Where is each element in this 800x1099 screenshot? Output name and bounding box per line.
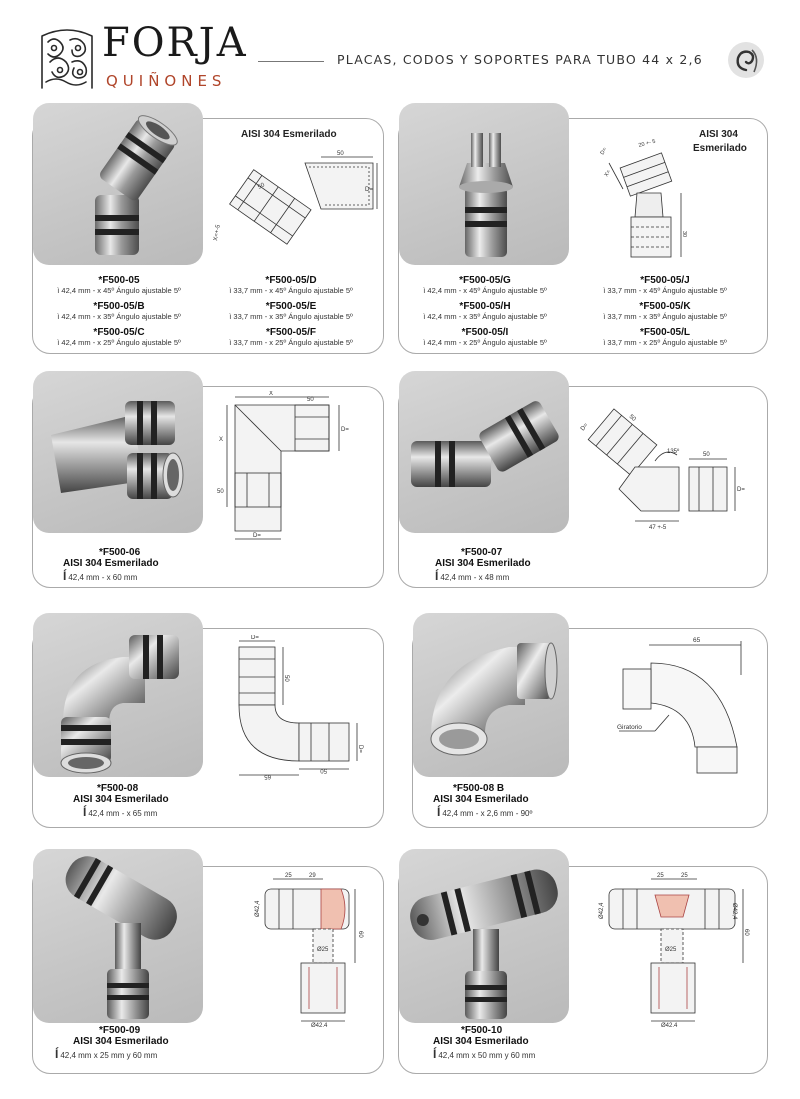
- list-item: [575, 275, 755, 295]
- list-item: [395, 301, 575, 321]
- product-label: [435, 547, 531, 583]
- forja-logo-icon: [34, 22, 100, 92]
- material-label: AISI 304 Esmerilado: [63, 558, 159, 569]
- dim-label: Ø42,4: [731, 903, 737, 920]
- dim-label: D=: [251, 635, 259, 641]
- product-code: *F500-05/I: [461, 327, 509, 338]
- dim-label: Ø42,4: [255, 900, 261, 917]
- dim-label: Giratorio: [617, 724, 642, 731]
- product-spec: [435, 569, 531, 583]
- product-photo: [33, 849, 203, 1023]
- dim-label: 60: [743, 929, 749, 936]
- dim-label: D=: [737, 487, 745, 493]
- product-code: *F500-06: [99, 547, 141, 558]
- dim-label: 135º: [667, 449, 680, 455]
- product-code: *F500-05/C: [93, 327, 145, 338]
- product-spec: [73, 805, 169, 819]
- spec-text: 42,4 mm x 25 mm y 60 mm: [60, 1051, 158, 1060]
- product-spec: ì 42,4 mm - x 35º Ángulo ajustable 5º: [423, 312, 547, 321]
- material-label: AISI 304 Esmerilado: [73, 1036, 169, 1047]
- dim-label: 50: [627, 413, 637, 423]
- brand-name: FORJA: [102, 20, 248, 66]
- dim-label: X: [269, 391, 274, 397]
- dim-label: 25: [285, 873, 292, 879]
- dim-label: 65: [693, 637, 701, 644]
- product-code: *F500-09: [99, 1025, 141, 1036]
- spec-text: 42,4 mm x 50 mm y 60 mm: [438, 1051, 536, 1060]
- dim-label: X=: [603, 169, 613, 178]
- product-photo: [33, 103, 203, 265]
- dim-label: D=: [599, 146, 609, 156]
- material-label: AISI 304 Esmerilado: [73, 794, 169, 805]
- spec-text: 42,4 mm - x 48 mm: [440, 573, 510, 582]
- dim-label: D=: [357, 745, 363, 753]
- dim-label: Ø42,4: [661, 1023, 678, 1027]
- dim-label: 50: [320, 767, 327, 773]
- technical-drawing: [223, 867, 373, 1027]
- product-label: [73, 783, 169, 819]
- brand-subtitle: QUIÑONES: [106, 72, 227, 90]
- product-spec: ì 33,7 mm - x 35º Ángulo ajustable 5º: [229, 312, 353, 321]
- product-spec: ì 42,4 mm - x 45º Ángulo ajustable 5º: [423, 286, 547, 295]
- product-code: *F500-08 B: [453, 783, 505, 794]
- product-code: *F500-05: [98, 275, 140, 286]
- dim-label: 30: [681, 231, 687, 238]
- dim-label: D=: [253, 533, 261, 539]
- dim-label: Ø42,4: [599, 902, 605, 919]
- list-item: [29, 327, 209, 347]
- diameter-glyph: Í: [63, 569, 67, 583]
- product-spec: ì 42,4 mm - x 35º Ángulo ajustable 5º: [57, 312, 181, 321]
- product-spec: [63, 569, 159, 583]
- product-spec: [433, 805, 532, 819]
- product-spec: ì 33,7 mm - x 45º Ángulo ajustable 5º: [603, 286, 727, 295]
- product-photo: [33, 371, 203, 533]
- dim-label: X=+-5: [213, 224, 222, 242]
- product-photo: [413, 613, 569, 777]
- technical-drawing: [205, 149, 383, 259]
- dim-label: D=: [341, 427, 349, 433]
- spec-text: 42,4 mm - x 2,6 mm - 90º: [442, 809, 533, 818]
- dim-label: 25: [681, 873, 688, 879]
- product-photo: [399, 371, 569, 533]
- technical-drawing: [589, 133, 709, 261]
- dim-label: 50: [257, 182, 266, 191]
- dim-label: 50: [703, 452, 710, 458]
- product-card-f500-05: [32, 118, 384, 354]
- material-label: AISI 304 Esmerilado: [433, 1036, 529, 1047]
- spec-text: 42,4 mm - x 60 mm: [68, 573, 138, 582]
- product-card-f500-06: [32, 386, 384, 588]
- product-spec: ì 42,4 mm - x 25º Ángulo ajustable 5º: [423, 338, 547, 347]
- technical-drawing: [593, 867, 753, 1027]
- product-code: *F500-05/H: [459, 301, 511, 312]
- product-card-f500-07: [398, 386, 768, 588]
- product-photo: [399, 849, 569, 1023]
- dim-label: 50: [337, 151, 344, 157]
- page-title: PLACAS, CODOS Y SOPORTES PARA TUBO 44 x 2,6: [337, 52, 703, 67]
- product-code: *F500-07: [461, 547, 503, 558]
- product-label: [63, 547, 159, 583]
- product-label: [433, 1025, 535, 1061]
- product-code: *F500-05/L: [639, 327, 691, 338]
- dim-label: 29: [309, 873, 316, 879]
- product-code: *F500-08: [97, 783, 139, 794]
- header-rule: [258, 61, 324, 62]
- dim-label: 20 +- 5: [637, 138, 657, 149]
- spiral-ornament-icon: [726, 40, 766, 80]
- dim-label: 50: [307, 397, 314, 403]
- product-spec: [433, 1047, 535, 1061]
- product-card-f500-05g: [398, 118, 768, 354]
- list-item: [201, 301, 381, 321]
- product-card-f500-08b: [412, 628, 768, 828]
- product-spec: [55, 1047, 169, 1061]
- product-code: *F500-05/J: [640, 275, 690, 286]
- list-item: [201, 275, 381, 295]
- dim-label: D=: [579, 422, 590, 433]
- dim-label: Ø42,4: [311, 1023, 328, 1027]
- product-spec: ì 33,7 mm - x 25º Ángulo ajustable 5º: [229, 338, 353, 347]
- product-code: *F500-05/K: [639, 301, 691, 312]
- product-spec: ì 42,4 mm - x 25º Ángulo ajustable 5º: [57, 338, 181, 347]
- dim-label: 50: [217, 489, 224, 495]
- list-item: [395, 327, 575, 347]
- material-label: AISI 304 Esmerilado: [435, 558, 531, 569]
- dim-label: 25: [657, 873, 664, 879]
- list-item: [575, 301, 755, 321]
- diameter-glyph: Í: [55, 1047, 59, 1061]
- diameter-glyph: Í: [437, 805, 441, 819]
- list-item: [29, 275, 209, 295]
- dim-label: 60: [357, 931, 363, 938]
- material-label: Esmerilado: [693, 143, 747, 154]
- diameter-glyph: Í: [433, 1047, 437, 1061]
- product-card-f500-08: [32, 628, 384, 828]
- product-spec: ì 42,4 mm - x 45º Ángulo ajustable 5º: [57, 286, 181, 295]
- product-code: *F500-05/D: [265, 275, 317, 286]
- product-code: *F500-10: [461, 1025, 503, 1036]
- product-code: *F500-05/F: [265, 327, 317, 338]
- product-code: *F500-05/E: [265, 301, 317, 312]
- technical-drawing: [611, 635, 761, 781]
- product-spec: ì 33,7 mm - x 35º Ángulo ajustable 5º: [603, 312, 727, 321]
- list-item: [395, 275, 575, 295]
- list-item: [575, 327, 755, 347]
- dim-label: X: [219, 437, 224, 443]
- diameter-glyph: Í: [83, 805, 87, 819]
- product-spec: ì 33,7 mm - x 45º Ángulo ajustable 5º: [229, 286, 353, 295]
- product-label: [55, 1025, 169, 1061]
- technical-drawing: [229, 635, 379, 781]
- dim-label: 50: [283, 675, 289, 682]
- list-item: [201, 327, 381, 347]
- technical-drawing: [209, 391, 369, 541]
- product-photo: [399, 103, 569, 265]
- dim-label: Ø25: [317, 947, 329, 953]
- dim-label: D=: [365, 187, 373, 193]
- dim-label: 47 +-5: [649, 525, 667, 531]
- dim-label: Ø25: [665, 947, 677, 953]
- product-label: [433, 783, 532, 819]
- product-code: *F500-05/B: [93, 301, 145, 312]
- list-item: [29, 301, 209, 321]
- product-photo: [33, 613, 203, 777]
- material-label: AISI 304 Esmerilado: [433, 794, 529, 805]
- page-header: [0, 0, 800, 100]
- dim-label: 65: [264, 773, 271, 779]
- diameter-glyph: Í: [435, 569, 439, 583]
- material-label: AISI 304: [699, 129, 738, 140]
- product-spec: ì 33,7 mm - x 25º Ángulo ajustable 5º: [603, 338, 727, 347]
- product-card-f500-09: [32, 866, 384, 1074]
- technical-drawing: [575, 401, 761, 531]
- material-label: AISI 304 Esmerilado: [241, 129, 337, 140]
- spec-text: 42,4 mm - x 65 mm: [88, 809, 158, 818]
- product-card-f500-10: [398, 866, 768, 1074]
- product-code: *F500-05/G: [459, 275, 511, 286]
